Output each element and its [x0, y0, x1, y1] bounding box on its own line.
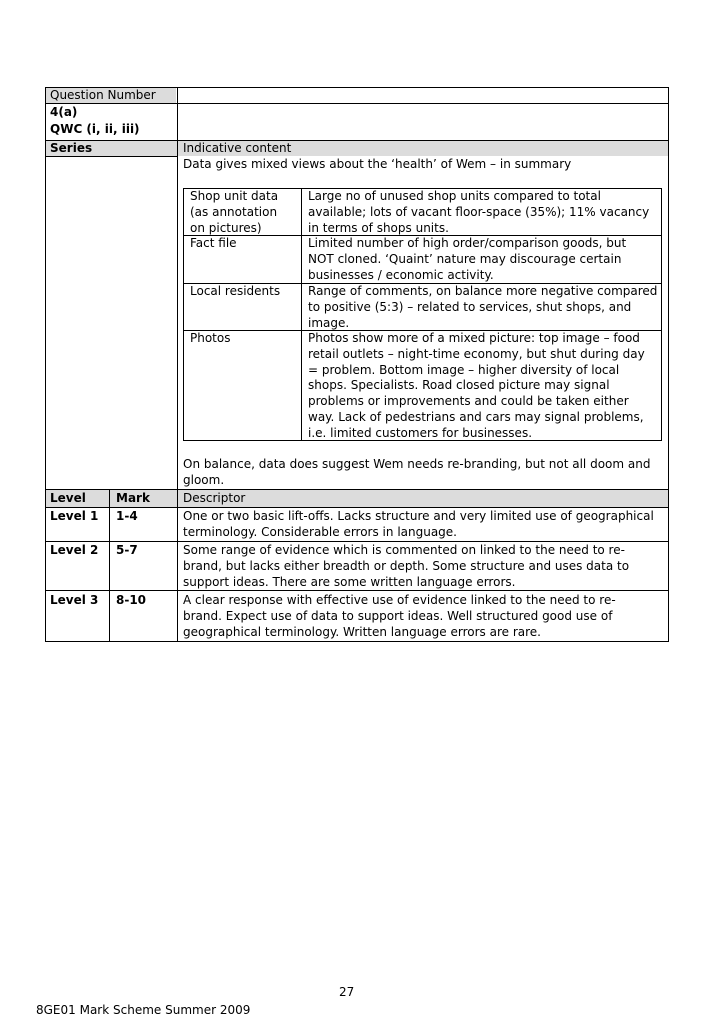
summary-comment: Photos show more of a mixed picture: top image – food retail outlets – night-time economy, but shut during day = problem. Bottom image – higher diversity of local shops. Specialists. Road closed picture may signal problems or improvements and could be taken either way. Lack of pedestrians and cars may signal problems, i.e. limited customers for businesses.	[308, 331, 645, 440]
summary-comment: Range of comments, on balance more negative compared to positive (5:3) – related to services, shut shops, and image.	[308, 284, 658, 330]
level-descriptor: One or two basic lift-offs. Lacks structure and very limited use of geographical terminology. Considerable errors in language.	[183, 509, 654, 539]
level-mark: 1-4	[116, 509, 138, 523]
conclusion-text: On balance, data does suggest Wem needs re-branding, but not all doom and gloom.	[183, 457, 651, 487]
series-label: Series	[50, 141, 93, 155]
summary-comment: Limited number of high order/comparison goods, but NOT cloned. ‘Quaint’ nature may discourage certain businesses / economic activity.	[308, 236, 627, 282]
level-descriptor: Some range of evidence which is commented on linked to the need to re- brand, but lacks either breadth or depth. Some structure and uses data to support ideas. There are some written language errors.	[183, 543, 630, 589]
level-mark-divider	[109, 490, 110, 642]
table-right-border	[668, 87, 669, 642]
document-footer-title: 8GE01 Mark Scheme Summer 2009	[36, 1003, 251, 1017]
table-column-divider	[177, 87, 178, 642]
level-name: Level 1	[50, 509, 99, 523]
mark-header: Mark	[116, 491, 150, 505]
summary-source: Shop unit data (as annotation on pictures)	[190, 189, 279, 235]
level-mark: 5-7	[116, 543, 138, 557]
table-left-border	[45, 87, 46, 642]
summary-source: Fact file	[190, 236, 237, 250]
summary-source: Photos	[190, 331, 231, 345]
level-name: Level 2	[50, 543, 99, 557]
row-line	[45, 541, 669, 542]
level-mark: 8-10	[116, 593, 147, 607]
inner-table-left	[183, 188, 184, 441]
level-name: Level 3	[50, 593, 99, 607]
descriptor-header: Descriptor	[183, 491, 246, 505]
level-descriptor: A clear response with effective use of evidence linked to the need to re- brand. Expect use of data to support ideas. Well structured good use of geographical terminology. Written language errors are rare.	[183, 593, 616, 639]
inner-table-divider	[301, 188, 302, 441]
inner-table-right	[661, 188, 662, 441]
qwc-label: QWC (i, ii, iii)	[50, 122, 140, 136]
summary-source: Local residents	[190, 284, 281, 298]
table-bottom-border	[45, 641, 669, 642]
question-id: 4(a)	[50, 105, 78, 119]
question-number-label: Question Number	[50, 88, 156, 102]
series-row-shade	[46, 141, 668, 156]
row-line	[45, 140, 669, 141]
row-line	[45, 507, 669, 508]
intro-text: Data gives mixed views about the ‘health’ of Wem – in summary	[183, 157, 572, 171]
summary-comment: Large no of unused shop units compared to total available; lots of vacant floor-space (35%); 11% vacancy in terms of shops units.	[308, 189, 650, 235]
row-line	[45, 489, 669, 490]
indicative-content-label: Indicative content	[183, 141, 292, 155]
level-header: Level	[50, 491, 86, 505]
page-number: 27	[339, 985, 355, 999]
